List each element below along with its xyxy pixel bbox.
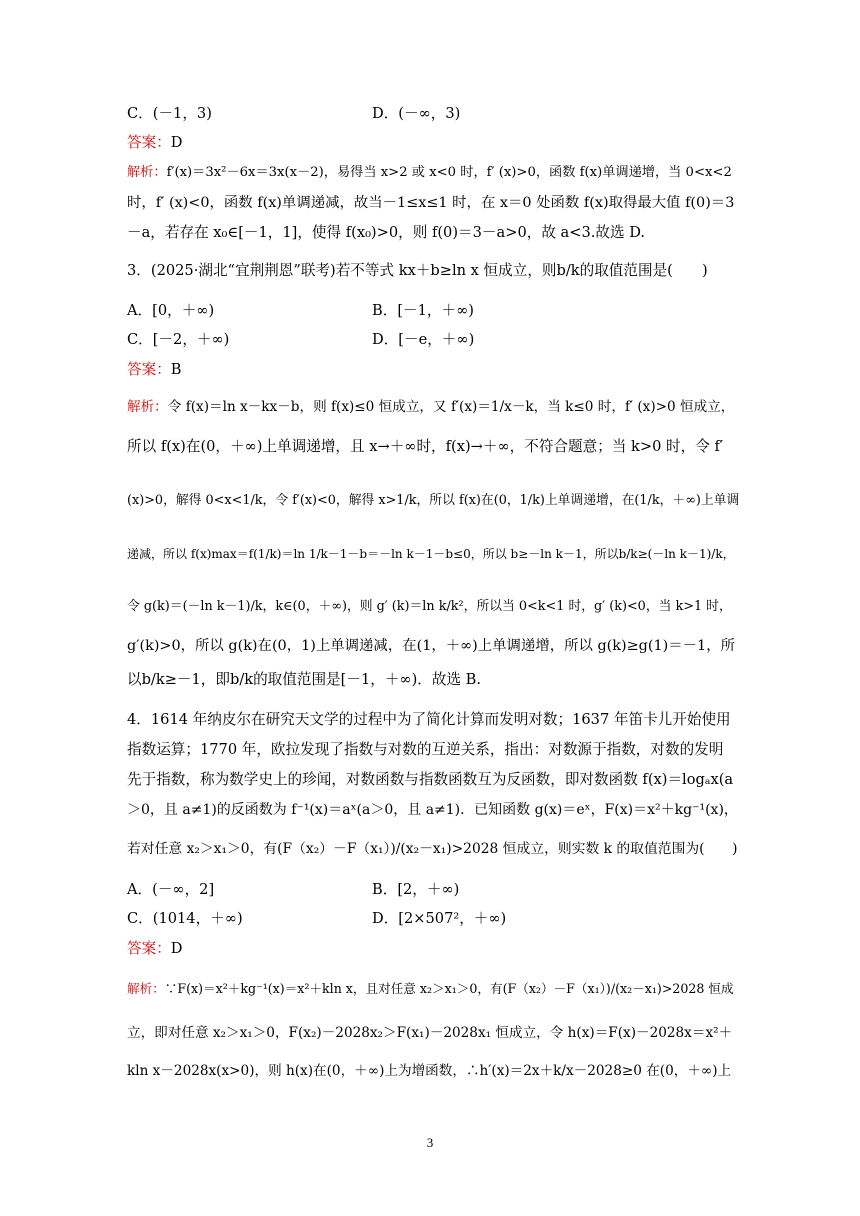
question-stem: 先于指数，称为数学史上的珍闻，对数函数与指数函数互为反函数，即对数函数 f(x)＝logₐx(a	[127, 771, 734, 788]
solution-line: 立，即对任意 x₂＞x₁＞0，F(x₂)－2028x₂＞F(x₁)－2028x₁ 恒成立，令 h(x)＝F(x)－2028x＝x²＋	[127, 1025, 733, 1041]
option-c: C．(1014，＋∞)	[127, 910, 243, 927]
answer-value: D	[170, 940, 183, 957]
option-a: A．[0，＋∞)	[127, 302, 215, 319]
solution-label: 解析：	[127, 399, 168, 415]
answer-label: 答案：	[127, 361, 171, 378]
answer-label: 答案：	[127, 940, 171, 957]
option-b: B．[－1，＋∞)	[372, 302, 474, 319]
solution-line: 时，f′ (x)<0，函数 f(x)单调递减，故当－1≤x≤1 时，在 x＝0 处函数 f(x)取得最大值 f(0)＝3	[127, 195, 735, 211]
answer-value: D	[170, 134, 183, 151]
option-a: A．(－∞，2]	[127, 881, 215, 898]
solution-line: g′(k)>0，所以 g(k)在(0，1)上单调递减，在(1，＋∞)上单调递增，所以 g(k)≥g(1)＝－1，所	[127, 638, 735, 654]
option-b: B．[2，＋∞)	[372, 881, 460, 898]
solution-line: 以b/k≥－1，即b/k的取值范围是[－1，＋∞)．故选 B.	[127, 671, 482, 688]
page-number: 3	[426, 1135, 434, 1150]
answer-line	[127, 134, 739, 152]
solution-line	[127, 980, 739, 998]
option-d: D．[2×507²，＋∞)	[372, 910, 507, 927]
solution-label: 解析：	[127, 981, 165, 996]
question-stem: 4．1614 年纳皮尔在研究天文学的过程中为了简化计算而发明对数；1637 年笛卡儿开始使用	[127, 711, 731, 728]
option-c: C．[－2，＋∞)	[127, 331, 230, 348]
answer-label: 答案：	[127, 134, 171, 151]
question-stem: 指数运算；1770 年，欧拉发现了指数与对数的互逆关系，指出：对数源于指数，对数的发明	[127, 741, 724, 758]
solution-line	[127, 164, 739, 182]
solution-line: (x)>0，解得 0<x<1/k，令 f′(x)<0，解得 x>1/k，所以 f(x)在(0，1/k)上单调递增，在(1/k，＋∞)上单调	[127, 493, 740, 508]
solution-line: 令 g(k)＝(－ln k－1)/k，k∈(0，＋∞)，则 g′ (k)＝ln k/k²，所以当 0<k<1 时，g′ (k)<0，当 k>1 时，	[127, 599, 732, 614]
solution-line: －a，若存在 x₀∈[－1，1]，使得 f(x₀)>0，则 f(0)＝3－a>0，故 a<3.故选 D.	[127, 224, 646, 241]
answer-line	[127, 940, 739, 958]
solution-text: 令 f(x)＝ln x－kx－b，则 f(x)≤0 恒成立，又 f′(x)＝1/x－k，当 k≤0 时，f′ (x)>0 恒成立，	[167, 399, 735, 415]
answer-value: B	[170, 361, 182, 378]
solution-text: ∵F(x)＝x²＋kg⁻¹(x)＝x²＋kln x，且对任意 x₂＞x₁＞0，有(F（x₂）－F（x₁）)/(x₂－x₁)>2028 恒成	[164, 981, 734, 996]
solution-label: 解析：	[127, 165, 167, 180]
solution-line: 所以 f(x)在(0，＋∞)上单调递增，且 x→＋∞时，f(x)→＋∞，不符合题意；当 k>0 时，令 f′	[127, 438, 724, 455]
option-d: D．(－∞，3)	[372, 105, 461, 122]
question-stem: 若对任意 x₂＞x₁＞0，有(F（x₂）－F（x₁）)/(x₂－x₁)>2028 恒成立，则实数 k 的取值范围为( )	[127, 841, 738, 857]
question-stem: ＞0，且 a≠1)的反函数为 f⁻¹(x)＝aˣ(a＞0，且 a≠1)．已知函数 g(x)＝eˣ，F(x)＝x²＋kg⁻¹(x)，	[127, 802, 738, 818]
solution-line	[127, 398, 739, 416]
solution-line: 递减，所以 f(x)max＝f(1/k)＝ln 1/k－1－b＝－ln k－1－b≤0，所以 b≥－ln k－1，所以b/k≥(－ln k－1)/k，	[127, 547, 735, 561]
answer-line	[127, 361, 739, 379]
solution-text: f′(x)＝3x²－6x＝3x(x－2)，易得当 x>2 或 x<0 时，f′ (x)>0，函数 f(x)单调递增，当 0<x<2	[166, 165, 732, 180]
option-c: C．(－1，3)	[127, 105, 212, 122]
solution-line: kln x－2028x(x>0)，则 h(x)在(0，＋∞)上为增函数，∴h′(x)＝2x＋k/x－2028≥0 在(0，＋∞)上	[127, 1063, 732, 1079]
question-stem: 3．(2025·湖北“宜荆荆恩”联考)若不等式 kx＋b≥ln x 恒成立，则b/k的取值范围是( )	[127, 262, 708, 279]
option-d: D．[－e，＋∞)	[372, 331, 475, 348]
